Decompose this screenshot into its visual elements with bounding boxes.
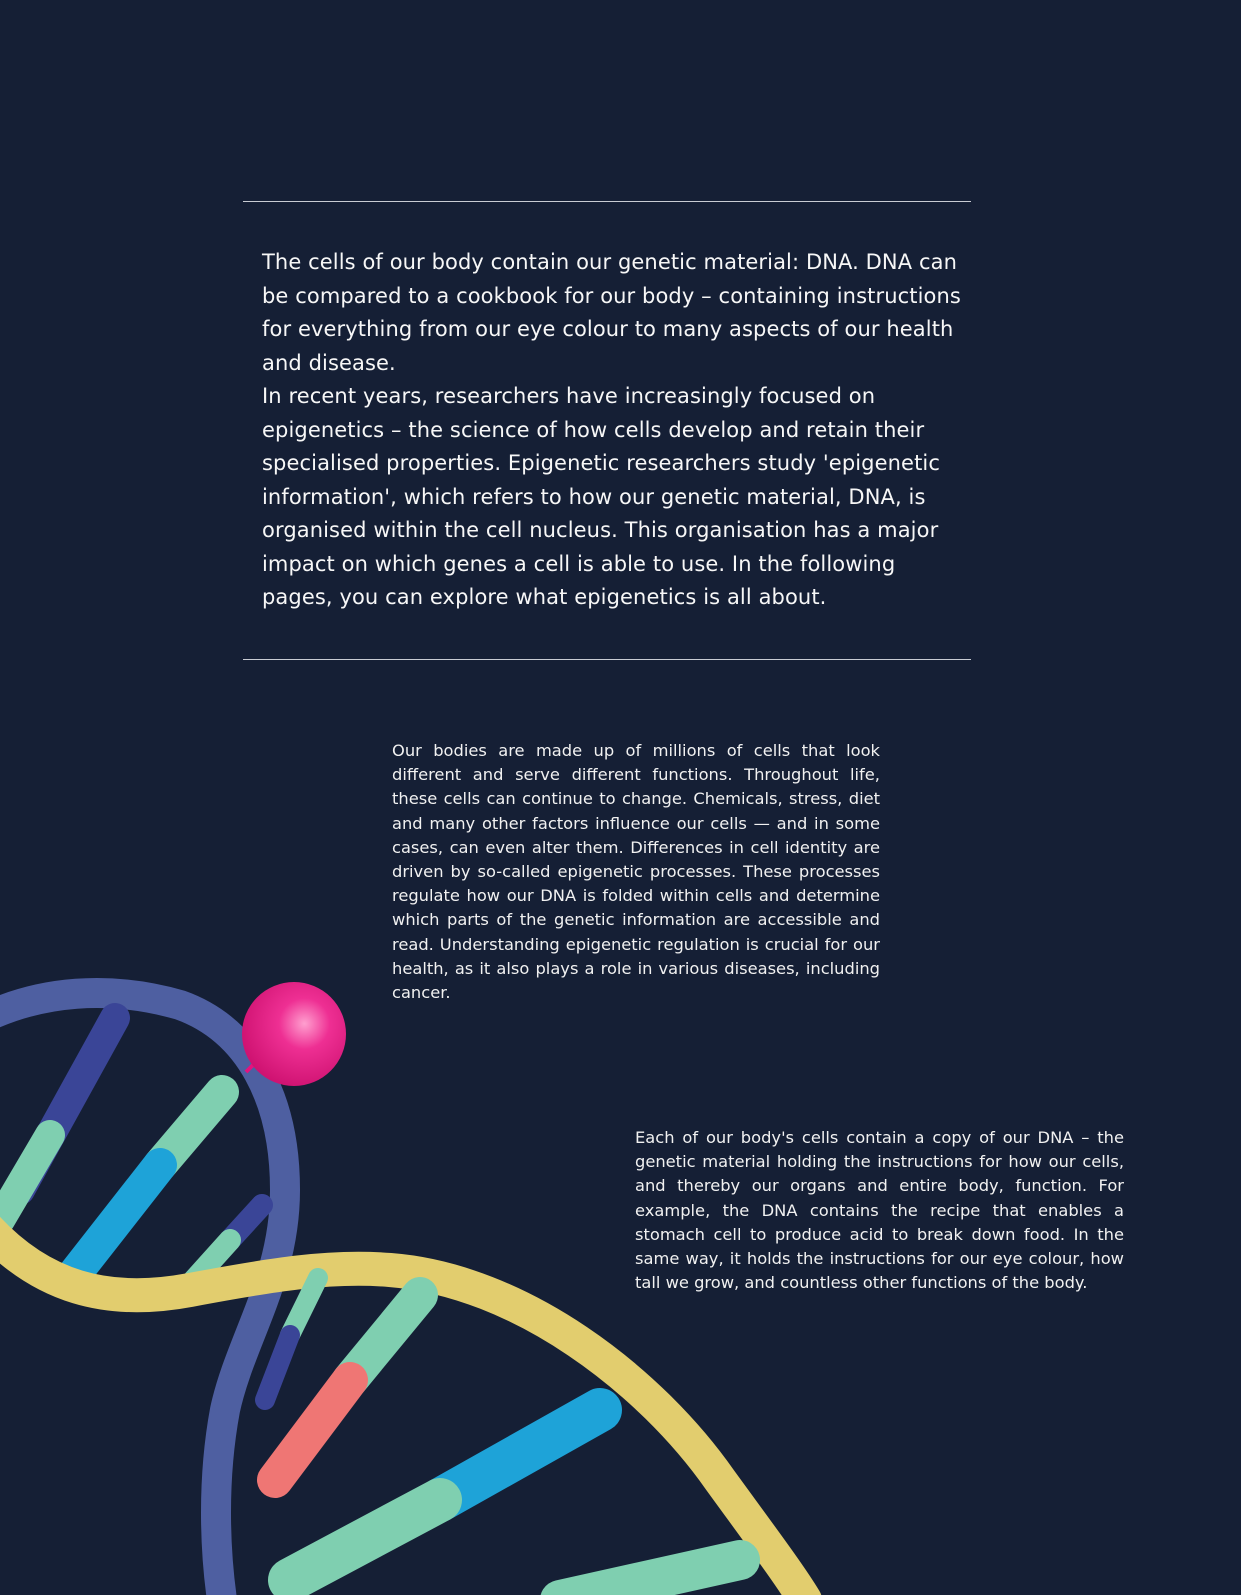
bottom-divider [243, 659, 971, 660]
intro-text [262, 246, 962, 615]
intro-paragraph-2: In recent years, researchers have increasingly focused on epigenetics – the science of how cells develop and retain their specialised properties. Epigenetic researchers study 'epigenetic information', which refers to how our genetic material, DNA, is organised within the cell nucleus. This organisation has a major impact on which genes a cell is able to use. In the following pages, you can explore what epigenetics is all about. [262, 384, 940, 609]
base-pair [560, 1560, 740, 1595]
methyl-marker [242, 982, 346, 1086]
base-pair [290, 1500, 440, 1580]
base-pair [275, 1380, 350, 1480]
base-pair [70, 1165, 160, 1280]
top-divider [243, 201, 971, 202]
base-pair [440, 1410, 600, 1500]
base-pair [265, 1335, 290, 1400]
dna-helix-illustration [0, 960, 880, 1595]
intro-paragraph-1: The cells of our body contain our genetic material: DNA. DNA can be compared to a cookbook for our body – containing instructions for everything from our eye colour to many aspects of our health and disease. [262, 250, 961, 375]
cells-paragraph: Our bodies are made up of millions of cells that look different and serve different functions. Throughout life, these cells can continue to change. Chemicals, stress, diet and many other factors influence our cells — and in some cases, can even alter them. Differences in cell identity are driven by so-called epigenetic processes. These processes regulate how our DNA is folded within cells and determine which parts of the genetic information are accessible and read. Understanding epigenetic regulation is crucial for our health, as it also plays a role in various diseases, including cancer. [392, 741, 880, 1003]
dna-paragraph: Each of our body's cells contain a copy of our DNA – the genetic material holding the instructions for how our cells, and thereby our organs and entire body, function. For example, the DNA contains the recipe that enables a stomach cell to produce acid to break down food. In the same way, it holds the instructions for our eye colour, how tall we grow, and countless other functions of the body. [635, 1128, 1124, 1293]
